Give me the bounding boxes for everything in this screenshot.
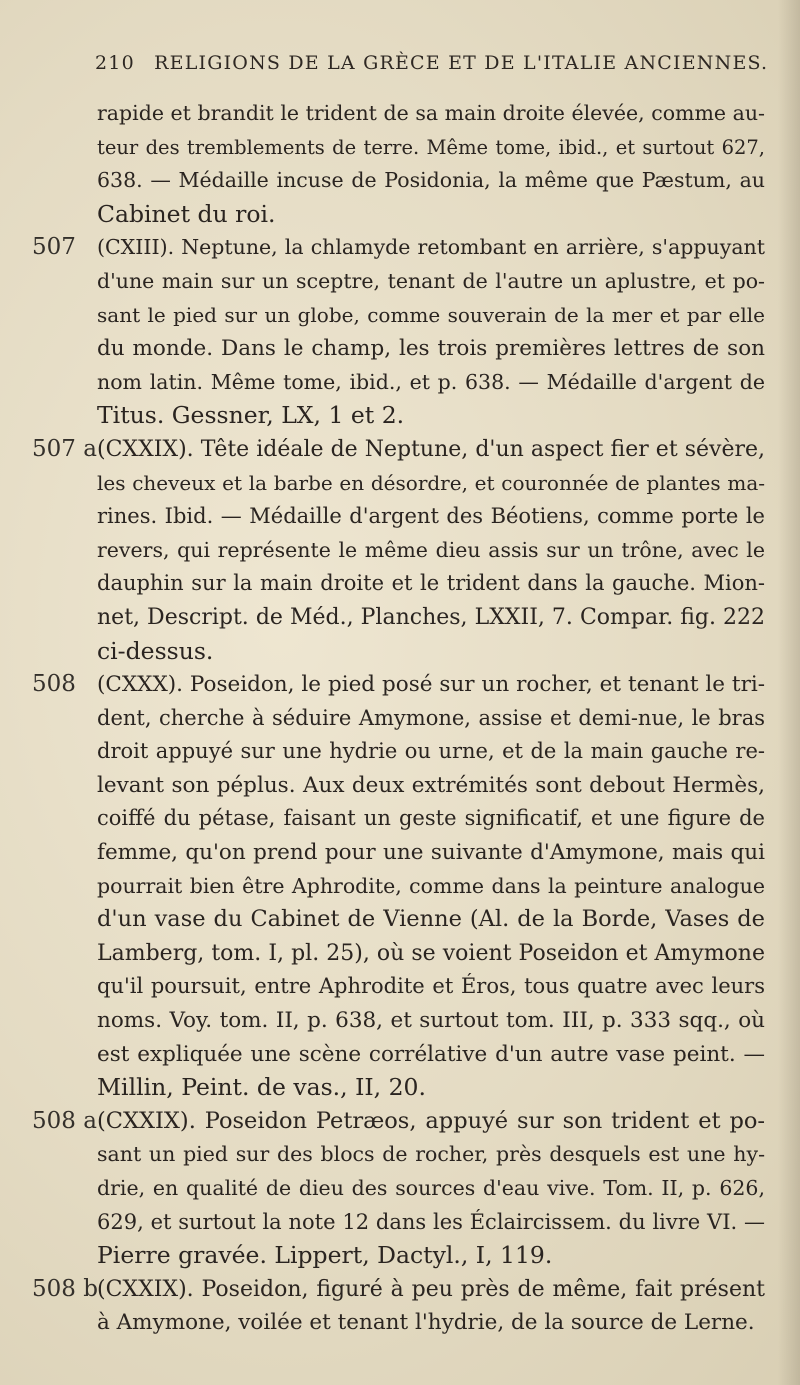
text-line: levant son péplus. Aux deux extrémités sont debout Hermès, [97,772,765,798]
entry-number: 507 [32,234,76,261]
entry-number: 507 a [32,435,97,462]
text-line: nom latin. Même tome, ibid., et p. 638. — Médaille d'argent de [97,369,765,394]
text-line: qu'il poursuit, entre Aphrodite et Éros, tous quatre avec leurs [97,974,765,999]
text-line: à Amymone, voilée et tenant l'hydrie, de la source de Lerne. [97,1310,755,1336]
text-line: teur des tremblements de terre. Même tome, ibid., et surtout 627, [97,135,765,159]
text-line: (CXXIX). Tête idéale de Neptune, d'un aspect fier et sévère, [97,436,765,462]
text-line: drie, en qualité de dieu des sources d'eau vive. Tom. II, p. 626, [97,1176,765,1201]
entry-number: 508 a [32,1107,97,1134]
text-line: Lamberg, tom. I, pl. 25), où se voient Poseidon et Amymone [97,940,765,966]
text-line: coiffé du pétase, faisant un geste significatif, et une figure de [97,806,765,831]
text-line: Pierre gravée. Lippert, Dactyl., I, 119. [97,1241,553,1270]
text-line: est expliquée une scène corrélative d'un autre vase peint. — [97,1041,765,1067]
text-line: droit appuyé sur une hydrie ou urne, et de la main gauche re- [97,739,765,764]
text-line: rines. Ibid. — Médaille d'argent des Béotiens, comme porte le [97,504,765,529]
text-line: sant le pied sur un globe, comme souverain de la mer et par elle [97,302,765,327]
text-line: femme, qu'on prend pour une suivante d'Amymone, mais qui [97,840,765,866]
entry-number: 508 b [32,1275,98,1302]
text-line: noms. Voy. tom. II, p. 638, et surtout tom. III, p. 333 sqq., où [97,1008,765,1034]
text-line: (CXXIX). Poseidon, figuré à peu près de même, fait présent [97,1276,765,1302]
text-line: dent, cherche à séduire Amymone, assise et demi-nue, le bras [97,705,765,730]
text-line: les cheveux et la barbe en désordre, et couronnée de plantes ma- [97,470,765,495]
text-line: pourrait bien être Aphrodite, comme dans la peinture analogue [97,873,765,898]
text-line: 629, et surtout la note 12 dans les Éclaircissem. du livre VI. — [97,1209,765,1234]
text-line: d'une main sur un sceptre, tenant de l'autre un aplustre, et po- [97,268,765,293]
text-line: d'un vase du Cabinet de Vienne (Al. de la Borde, Vases de [97,906,765,933]
text-line: Millin, Peint. de vas., II, 20. [97,1073,426,1102]
text-line: Cabinet du roi. [97,199,276,228]
text-line: (CXXIX). Poseidon Petræos, appuyé sur son trident et po- [97,1107,765,1134]
text-line: sant un pied sur des blocs de rocher, près desquels est une hy- [97,1142,765,1167]
text-line: (CXIII). Neptune, la chlamyde retombant en arrière, s'appuyant [97,235,765,260]
running-header [95,52,769,74]
text-line: du monde. Dans le champ, les trois premières lettres de son [97,336,765,362]
running-title: RELIGIONS DE LA GRÈCE ET DE L'ITALIE ANCIENNES. [154,52,769,74]
text-line: (CXXX). Poseidon, le pied posé sur un rocher, et tenant le tri- [97,672,765,698]
page-number: 210 [95,52,135,74]
page-edge-shadow [778,0,800,1385]
text-line: ci-dessus. [97,636,214,665]
text-line: rapide et brandit le trident de sa main droite élevée, comme au- [97,101,765,125]
text-line: 638. — Médaille incuse de Posidonia, la même que Pæstum, au [97,168,765,193]
entry-number: 508 [32,671,76,698]
text-line: net, Descript. de Méd., Planches, LXXII, 7. Compar. fig. 222 [97,604,765,630]
text-line: Titus. Gessner, LX, 1 et 2. [97,401,405,430]
text-line: revers, qui représente le même dieu assis sur un trône, avec le [97,537,765,562]
text-line: dauphin sur la main droite et le trident dans la gauche. Mion- [97,571,765,596]
